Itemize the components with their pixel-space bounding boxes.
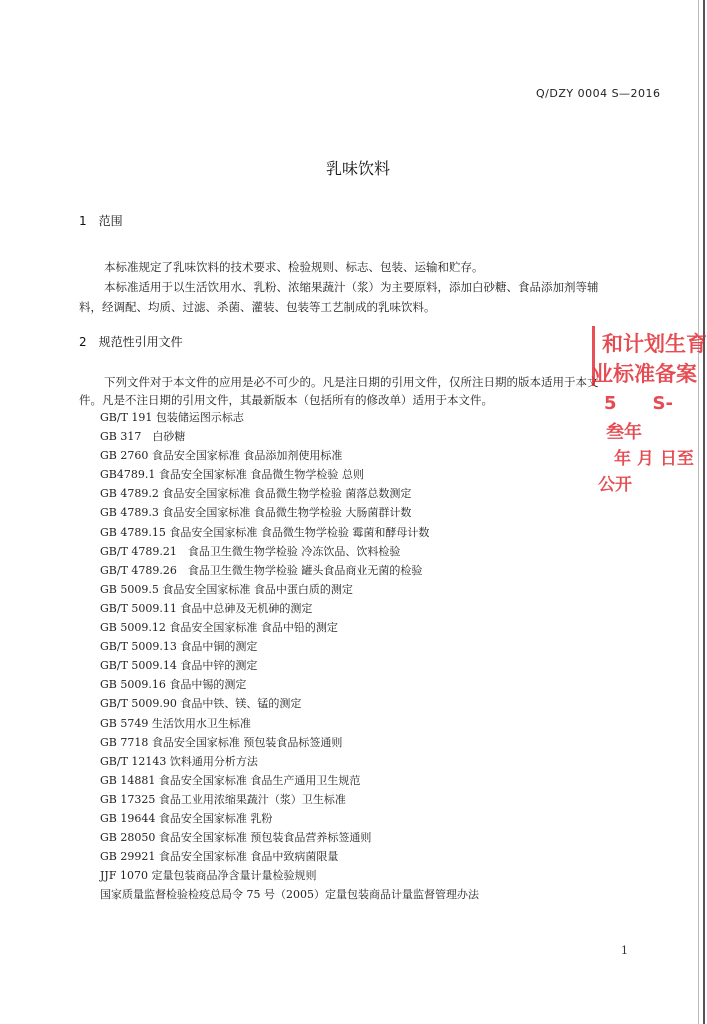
stamp-line-4: 叁年	[606, 422, 642, 443]
reference-item: GB 14881 食品安全国家标准 食品生产通用卫生规范	[100, 773, 361, 787]
page-edge-line	[703, 0, 705, 1024]
reference-item: GB/T 12143 饮料通用分析方法	[100, 754, 258, 768]
section-2-intro-line-1: 下列文件对于本文件的应用是必不可少的。凡是注日期的引用文件，仅所注日期的版本适用于本文	[104, 375, 599, 389]
section-1-heading: 1 范围	[79, 214, 123, 228]
stamp-line-1: 和计划生育	[602, 332, 707, 356]
reference-list	[100, 408, 479, 904]
reference-item: GB 29921 食品安全国家标准 食品中致病菌限量	[100, 850, 339, 864]
reference-item: GB4789.1 食品安全国家标准 食品微生物学检验 总则	[100, 468, 364, 482]
reference-item: JJF 1070 定量包装商品净含量计量检验规则	[100, 869, 317, 883]
reference-item: GB 317 白砂糖	[100, 430, 186, 444]
reference-item: GB 19644 食品安全国家标准 乳粉	[100, 811, 273, 825]
stamp-line-5: 年 月 日至	[614, 449, 694, 469]
reference-item: GB/T 5009.13 食品中铜的测定	[100, 640, 258, 654]
section-2-heading: 2 规范性引用文件	[79, 335, 183, 349]
reference-item: GB/T 4789.21 食品卫生微生物学检验 冷冻饮品、饮料检验	[100, 544, 401, 558]
section-1-paragraph-2-line-2: 料，经调配、均质、过滤、杀菌、灌装、包装等工艺制成的乳味饮料。	[79, 300, 436, 314]
stamp-line-2: 业标准备案	[592, 362, 697, 386]
reference-item: GB 5009.12 食品安全国家标准 食品中铅的测定	[100, 621, 338, 635]
reference-item: GB/T 5009.90 食品中铁、镁、锰的测定	[100, 697, 302, 711]
reference-item: GB 5009.16 食品中锡的测定	[100, 678, 247, 692]
reference-item: GB 4789.15 食品安全国家标准 食品微生物学检验 霉菌和酵母计数	[100, 525, 430, 539]
reference-item: GB 17325 食品工业用浓缩果蔬汁（浆）卫生标准	[100, 792, 346, 806]
section-1-paragraph-2-line-1: 本标准适用于以生活饮用水、乳粉、浓缩果蔬汁（浆）为主要原料，添加白砂糖、食品添加剂等辅	[104, 280, 599, 294]
reference-item: GB/T 4789.26 食品卫生微生物学检验 罐头食品商业无菌的检验	[100, 563, 423, 577]
reference-item: GB/T 5009.14 食品中锌的测定	[100, 659, 258, 673]
reference-item: GB 4789.3 食品安全国家标准 食品微生物学检验 大肠菌群计数	[100, 506, 412, 520]
reference-item: GB 4789.2 食品安全国家标准 食品微生物学检验 菌落总数测定	[100, 487, 412, 501]
reference-item: GB/T 5009.11 食品中总砷及无机砷的测定	[100, 601, 313, 615]
stamp-line-3: 5 S-	[604, 393, 673, 414]
page-edge-shadow	[698, 0, 699, 1024]
reference-item: 国家质量监督检验检疫总局令 75 号（2005）定量包装商品计量监督管理办法	[100, 888, 479, 902]
section-1-paragraph-1: 本标准规定了乳味饮料的技术要求、检验规则、标志、包装、运输和贮存。	[104, 260, 484, 274]
reference-item: GB 7718 食品安全国家标准 预包装食品标签通则	[100, 735, 343, 749]
page-number: 1	[621, 944, 628, 957]
reference-item: GB 5009.5 食品安全国家标准 食品中蛋白质的测定	[100, 582, 353, 596]
stamp-line-6: 公开	[598, 475, 632, 495]
document-code: Q/DZY 0004 S—2016	[536, 87, 661, 100]
document-title: 乳味饮料	[326, 159, 391, 178]
reference-item: GB 5749 生活饮用水卫生标准	[100, 716, 251, 730]
reference-item: GB 2760 食品安全国家标准 食品添加剂使用标准	[100, 449, 343, 463]
reference-item: GB/T 191 包装储运图示标志	[100, 411, 244, 424]
red-filing-stamp	[592, 326, 707, 496]
reference-item: GB 28050 食品安全国家标准 预包装食品营养标签通则	[100, 831, 372, 845]
section-2-intro-line-2: 件。凡是不注日期的引用文件，其最新版本（包括所有的修改单）适用于本文件。	[79, 393, 493, 407]
